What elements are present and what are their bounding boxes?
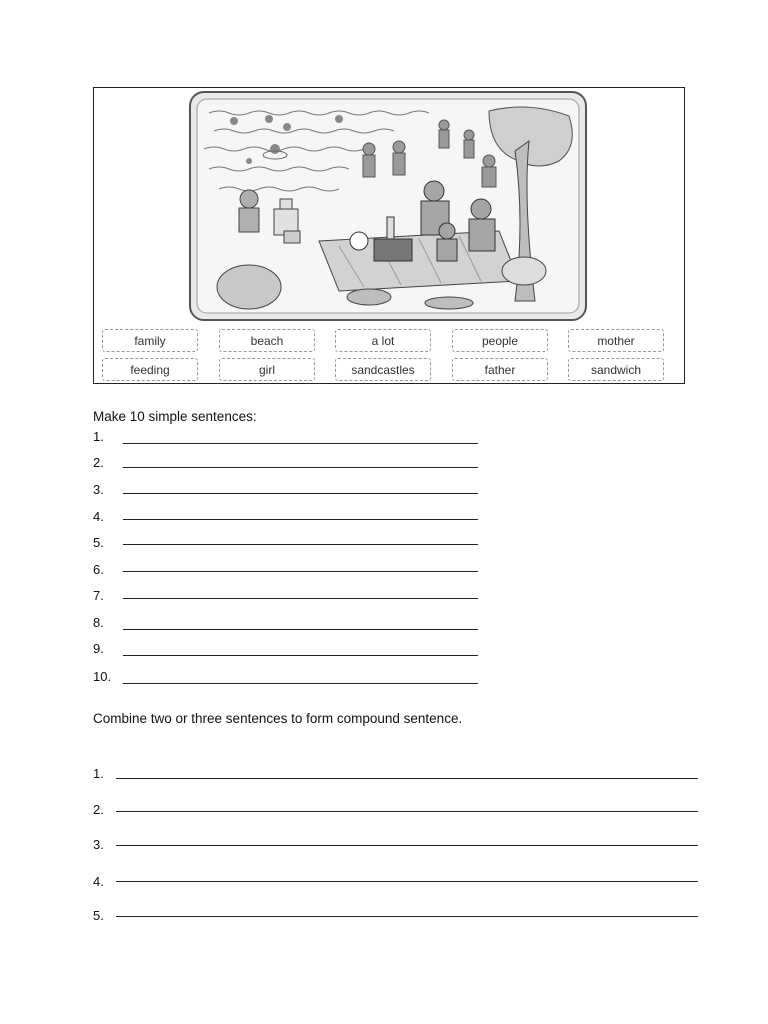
line-number: 4. — [93, 509, 104, 524]
answer-line[interactable] — [93, 562, 478, 578]
word-card: girl — [219, 358, 315, 381]
line-number: 6. — [93, 562, 104, 577]
line-number: 2. — [93, 802, 104, 817]
word-bank — [102, 329, 672, 383]
line-number: 10. — [93, 669, 112, 684]
word-card: sandcastles — [335, 358, 431, 381]
line-number: 1. — [93, 766, 104, 781]
answer-line[interactable] — [93, 588, 478, 604]
line-number: 8. — [93, 615, 104, 630]
answer-line[interactable] — [93, 641, 478, 657]
line-number: 3. — [93, 837, 104, 852]
answer-line[interactable] — [93, 837, 698, 853]
line-number: 2. — [93, 455, 104, 470]
section2-heading: Combine two or three sentences to form compound sentence. — [93, 711, 463, 726]
answer-line[interactable] — [93, 535, 478, 551]
line-number: 7. — [93, 588, 104, 603]
answer-line[interactable] — [93, 766, 698, 782]
word-card: people — [452, 329, 548, 352]
word-card: mother — [568, 329, 664, 352]
word-card: beach — [219, 329, 315, 352]
word-card: feeding — [102, 358, 198, 381]
line-number: 1. — [93, 429, 104, 444]
answer-line[interactable] — [93, 908, 698, 924]
answer-line[interactable] — [93, 874, 698, 890]
line-number: 9. — [93, 641, 104, 656]
word-card: sandwich — [568, 358, 664, 381]
answer-line[interactable] — [93, 669, 478, 685]
answer-line[interactable] — [93, 802, 698, 818]
section1-heading: Make 10 simple sentences: — [93, 409, 257, 424]
picture-frame — [93, 87, 685, 384]
line-number: 5. — [93, 908, 104, 923]
answer-line[interactable] — [93, 455, 478, 471]
word-card: family — [102, 329, 198, 352]
line-number: 4. — [93, 874, 104, 889]
word-card: a lot — [335, 329, 431, 352]
answer-line[interactable] — [93, 482, 478, 498]
answer-line[interactable] — [93, 429, 478, 445]
word-card: father — [452, 358, 548, 381]
beach-picnic-illustration — [189, 91, 587, 321]
answer-line[interactable] — [93, 615, 478, 631]
answer-line[interactable] — [93, 509, 478, 525]
line-number: 3. — [93, 482, 104, 497]
line-number: 5. — [93, 535, 104, 550]
